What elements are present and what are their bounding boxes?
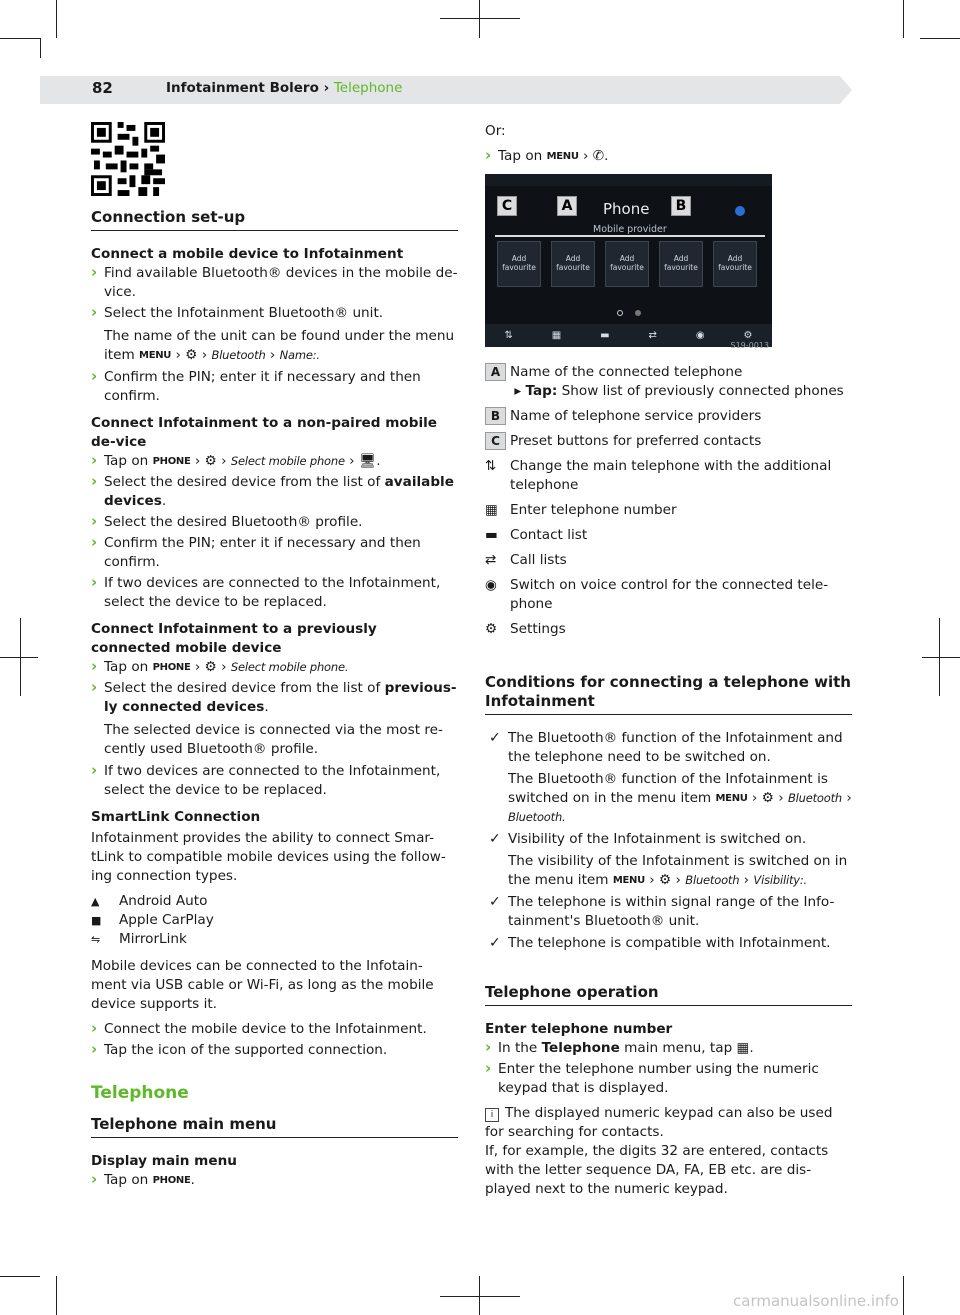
badge-c: C bbox=[497, 196, 517, 216]
mirrorlink-icon: ⇋ bbox=[91, 933, 101, 946]
condition bbox=[485, 893, 852, 931]
legend-text: Switch on voice control for the connected tele-phone bbox=[510, 577, 829, 612]
step: › Tap the icon of the supported connection. bbox=[91, 1041, 458, 1060]
page-header bbox=[40, 76, 840, 104]
condition-text: The visibility of the Infotainment is switched on in the menu item bbox=[508, 853, 848, 888]
legend bbox=[485, 363, 852, 639]
fav-label: Add bbox=[673, 254, 689, 263]
contacts-icon: ▬ bbox=[485, 527, 498, 543]
step: › In the Telephone main menu, tap ▦. bbox=[485, 1039, 852, 1058]
contacts-icon[interactable]: ▬ bbox=[600, 330, 610, 341]
subheading-smartlink: SmartLink Connection bbox=[91, 809, 261, 825]
add-favourite-button[interactable] bbox=[551, 241, 595, 287]
connection-type-label: Android Auto bbox=[119, 893, 208, 909]
page-dot bbox=[617, 310, 623, 316]
step-note: The selected device is connected via the most re-cently used Bluetooth® profile. bbox=[104, 722, 443, 757]
legend-item bbox=[485, 526, 852, 545]
paragraph: Or: bbox=[485, 123, 506, 139]
breadcrumb-section: Infotainment Bolero bbox=[166, 80, 319, 96]
connection-type bbox=[91, 892, 458, 911]
crop-mark bbox=[479, 1276, 480, 1315]
condition bbox=[485, 729, 852, 767]
fav-label: Add bbox=[727, 254, 743, 263]
check-icon: ✓ bbox=[489, 730, 501, 746]
fav-label: Add bbox=[511, 254, 527, 263]
phone-icon: PHONE bbox=[152, 456, 191, 467]
info-icon: i bbox=[485, 1108, 499, 1122]
gear-icon: ⚙ bbox=[761, 790, 774, 806]
qr-code-icon bbox=[91, 122, 165, 196]
fav-label: favourite bbox=[610, 263, 644, 272]
breadcrumb-separator: › bbox=[323, 80, 330, 96]
voice-control-icon: ◉ bbox=[485, 577, 497, 593]
step-note-text: The name of the unit can be found under the menu item bbox=[104, 328, 455, 363]
check-icon: ✓ bbox=[489, 831, 501, 847]
condition-text: The Bluetooth® function of the Infotainment and the telephone need to be switched on. bbox=[508, 730, 843, 765]
breadcrumb-current: Telephone bbox=[333, 80, 403, 96]
step-text: Tap on bbox=[498, 148, 543, 164]
keypad-icon[interactable]: ▦ bbox=[551, 330, 562, 341]
crop-mark bbox=[56, 0, 57, 38]
crop-mark bbox=[40, 38, 41, 58]
keypad-icon: ▦ bbox=[736, 1040, 750, 1056]
section-heading-conditions: Conditions for connecting a telephone with Infotainment bbox=[485, 673, 852, 715]
crop-mark bbox=[903, 0, 904, 38]
crop-mark bbox=[903, 1276, 904, 1315]
step: › If two devices are connected to the Infotainment, select the device to be replaced. bbox=[91, 762, 458, 800]
page-dot bbox=[635, 310, 641, 316]
voice-control-icon[interactable]: ◉ bbox=[695, 330, 705, 341]
right-column bbox=[485, 120, 852, 1205]
legend-item: A Name of the connected telephone ▸ Tap: Show list of previously connected phones bbox=[485, 363, 852, 401]
apple-carplay-icon: ■ bbox=[91, 914, 102, 927]
legend-key: C bbox=[485, 432, 506, 450]
condition-text: Visibility of the Infotainment is switched on. bbox=[508, 831, 807, 847]
crop-mark bbox=[440, 18, 520, 19]
add-favourite-button[interactable] bbox=[713, 241, 757, 287]
legend-item bbox=[485, 457, 852, 495]
gear-icon: ⚙ bbox=[659, 872, 672, 888]
menu-path: Select mobile phone bbox=[230, 454, 345, 468]
step: › Select the desired Bluetooth® profile. bbox=[91, 513, 458, 532]
condition bbox=[485, 934, 852, 953]
legend-text: Preset buttons for preferred contacts bbox=[510, 433, 762, 449]
add-favourite-button[interactable] bbox=[605, 241, 649, 287]
step-bold: Telephone bbox=[541, 1040, 620, 1056]
step: › If two devices are connected to the Infotainment, select the device to be replaced. bbox=[91, 574, 458, 612]
step-text: main menu, tap bbox=[624, 1040, 733, 1056]
connection-type-label: MirrorLink bbox=[119, 931, 187, 947]
legend-text: Contact list bbox=[510, 527, 588, 543]
menu-icon: MENU bbox=[139, 350, 172, 361]
page-number: 82 bbox=[92, 79, 113, 97]
crop-mark bbox=[0, 657, 38, 658]
fav-label: Add bbox=[619, 254, 635, 263]
menu-path: Name:. bbox=[279, 348, 320, 362]
legend-text: Enter telephone number bbox=[510, 502, 677, 518]
menu-path: Bluetooth bbox=[211, 348, 266, 362]
crop-mark bbox=[440, 1296, 520, 1297]
subheading-non-paired: Connect Infotainment to a non-paired mobile de-vice bbox=[91, 415, 438, 450]
call-lists-icon[interactable]: ⇄ bbox=[648, 330, 657, 341]
legend-item bbox=[485, 576, 852, 614]
condition-text: The telephone is within signal range of the Info-tainment's Bluetooth® unit. bbox=[508, 894, 835, 929]
menu-path: Visibility:. bbox=[753, 873, 807, 887]
note-text: If, for example, the digits 32 are entered, contacts with the letter sequence DA, FA, EB etc. are dis-played next to the numeric keypad. bbox=[485, 1143, 829, 1197]
step: › Tap on PHONE › ⚙ › Select mobile phone. bbox=[91, 658, 458, 677]
menu-path: Bluetooth bbox=[787, 791, 842, 805]
connection-type bbox=[91, 930, 458, 949]
step: › Select the Infotainment Bluetooth® unit. bbox=[91, 304, 458, 323]
crop-mark bbox=[56, 1276, 57, 1315]
crop-mark bbox=[0, 38, 40, 39]
gear-icon: ⚙ bbox=[204, 453, 217, 469]
menu-path: Bluetooth bbox=[685, 873, 740, 887]
callout-line bbox=[495, 235, 765, 237]
step: › Connect the mobile device to the Infotainment. bbox=[91, 1020, 458, 1039]
paragraph: Infotainment provides the ability to connect Smar-tLink to compatible mobile devices using the follow-ing connection types. bbox=[91, 830, 446, 884]
menu-icon: MENU bbox=[546, 151, 579, 162]
android-auto-icon: ▲ bbox=[91, 895, 100, 908]
legend-item bbox=[485, 501, 852, 520]
add-favourite-button[interactable] bbox=[659, 241, 703, 287]
car-phone-icon: 🖥 bbox=[358, 453, 377, 469]
fav-label: favourite bbox=[718, 263, 752, 272]
watermark: carmanualsonline.info bbox=[733, 1292, 899, 1310]
crop-mark bbox=[939, 618, 940, 696]
subheading-previously-connected: Connect Infotainment to a previously connected mobile device bbox=[91, 621, 377, 656]
screen-subtitle: Mobile provider bbox=[593, 224, 667, 235]
figure-code: S19-0013 bbox=[730, 341, 769, 350]
step-text: In the bbox=[498, 1040, 538, 1056]
step: › Confirm the PIN; enter it if necessary and then confirm. bbox=[91, 534, 458, 572]
menu-path: Select mobile phone. bbox=[230, 660, 349, 674]
fav-label: favourite bbox=[502, 263, 536, 272]
step: › Select the desired device from the list of previous-ly connected devices. bbox=[91, 679, 458, 717]
condition-note: The Bluetooth® function of the Infotainment is switched on in the menu item MENU › ⚙ › Bluetooth › Bluetooth. bbox=[508, 771, 852, 824]
connection-type-label: Apple CarPlay bbox=[119, 912, 214, 928]
call-lists-icon: ⇄ bbox=[485, 552, 497, 568]
badge-b: B bbox=[671, 196, 691, 216]
crop-mark bbox=[479, 0, 480, 38]
legend-sub: Show list of previously connected phones bbox=[561, 383, 844, 399]
gear-icon: ⚙ bbox=[485, 621, 498, 637]
step-text: Tap on bbox=[104, 1172, 149, 1188]
check-icon: ✓ bbox=[489, 894, 501, 910]
legend-text: Change the main telephone with the additional telephone bbox=[510, 458, 832, 493]
legend-text: Name of the connected telephone bbox=[510, 364, 743, 380]
connection-type bbox=[91, 911, 458, 930]
legend-text: Settings bbox=[510, 621, 566, 637]
gear-icon: ⚙ bbox=[204, 659, 217, 675]
crop-mark bbox=[20, 618, 21, 696]
legend-item bbox=[485, 407, 852, 426]
legend-item bbox=[485, 620, 852, 639]
note-text: The displayed numeric keypad can also be used for searching for contacts. bbox=[485, 1105, 833, 1140]
left-column bbox=[91, 122, 458, 1192]
step-bold: previous-ly connected devices bbox=[104, 680, 457, 715]
condition bbox=[485, 830, 852, 849]
keypad-icon: ▦ bbox=[485, 502, 498, 518]
screen-title: Phone bbox=[603, 200, 650, 218]
status-bar bbox=[485, 174, 772, 186]
step: › Tap on MENU › ✆. bbox=[485, 147, 852, 166]
condition-text: The Bluetooth® function of the Infotainment is switched on in the menu item bbox=[508, 771, 828, 806]
fav-label: favourite bbox=[556, 263, 590, 272]
phone-switch-icon: ⇅ bbox=[485, 458, 497, 474]
paragraph: Mobile devices can be connected to the Infotain-ment via USB cable or Wi-Fi, as long as the mobile device supports it. bbox=[91, 958, 434, 1012]
section-heading-operation: Telephone operation bbox=[485, 983, 852, 1006]
step-text: Select the desired device from the list of bbox=[104, 474, 381, 490]
step-text: Tap on bbox=[104, 659, 149, 675]
step: › Select the desired device from the list of available devices. bbox=[91, 473, 458, 511]
badge-a: A bbox=[557, 196, 577, 216]
step: › Confirm the PIN; enter it if necessary and then confirm. bbox=[91, 368, 458, 406]
subheading-enter-number: Enter telephone number bbox=[485, 1021, 673, 1037]
legend-key: B bbox=[485, 407, 506, 425]
phone-handset-icon: ✆ bbox=[592, 148, 605, 164]
fav-label: Add bbox=[565, 254, 581, 263]
step: › Find available Bluetooth® devices in the mobile de-vice. bbox=[91, 264, 458, 302]
crop-mark bbox=[0, 1276, 40, 1277]
phone-icon: PHONE bbox=[152, 662, 191, 673]
section-heading-connection-setup: Connection set-up bbox=[91, 208, 458, 231]
legend-key: A bbox=[485, 363, 506, 381]
bluetooth-icon bbox=[735, 206, 745, 216]
phone-icon: PHONE bbox=[152, 1175, 191, 1186]
subheading-display-main-menu: Display main menu bbox=[91, 1153, 237, 1169]
legend-text: Name of telephone service providers bbox=[510, 408, 762, 424]
step: › Tap on PHONE. bbox=[91, 1171, 458, 1190]
condition-text: The telephone is compatible with Infotainment. bbox=[508, 935, 831, 951]
legend-item bbox=[485, 432, 852, 451]
breadcrumb bbox=[166, 80, 402, 96]
gear-icon: ⚙ bbox=[185, 347, 198, 363]
step-note: The name of the unit can be found under the menu item MENU › ⚙ › Bluetooth › Name:. bbox=[104, 328, 455, 363]
fav-label: favourite bbox=[664, 263, 698, 272]
subheading-connect-mobile: Connect a mobile device to Infotainment bbox=[91, 246, 404, 262]
infotainment-screenshot bbox=[485, 174, 772, 350]
crop-mark bbox=[922, 657, 960, 658]
step-text: Tap on bbox=[104, 453, 149, 469]
check-icon: ✓ bbox=[489, 935, 501, 951]
legend-text: Call lists bbox=[510, 552, 567, 568]
step-text: Select the desired device from the list of bbox=[104, 680, 381, 696]
add-favourite-button[interactable] bbox=[497, 241, 541, 287]
legend-item bbox=[485, 551, 852, 570]
menu-icon: MENU bbox=[612, 875, 645, 886]
crop-mark bbox=[920, 38, 960, 39]
note bbox=[485, 1104, 852, 1199]
menu-path: Bluetooth. bbox=[508, 810, 566, 824]
step-bold: available devices bbox=[104, 474, 454, 509]
screen-bottom-bar bbox=[485, 324, 772, 347]
step: › Enter the telephone number using the numeric keypad that is displayed. bbox=[485, 1060, 852, 1098]
phone-switch-icon[interactable]: ⇅ bbox=[504, 330, 513, 341]
step: › Tap on PHONE › ⚙ › Select mobile phone › 🖥. bbox=[91, 452, 458, 471]
legend-sub-bold: Tap: bbox=[525, 383, 558, 399]
settings-icon[interactable]: ⚙ bbox=[743, 330, 753, 341]
condition-note: The visibility of the Infotainment is switched on in the menu item MENU › ⚙ › Bluetooth › Visibility:. bbox=[508, 853, 848, 888]
section-heading-main-menu: Telephone main menu bbox=[91, 1115, 458, 1138]
menu-icon: MENU bbox=[715, 793, 748, 804]
chapter-title-telephone: Telephone bbox=[91, 1083, 189, 1103]
